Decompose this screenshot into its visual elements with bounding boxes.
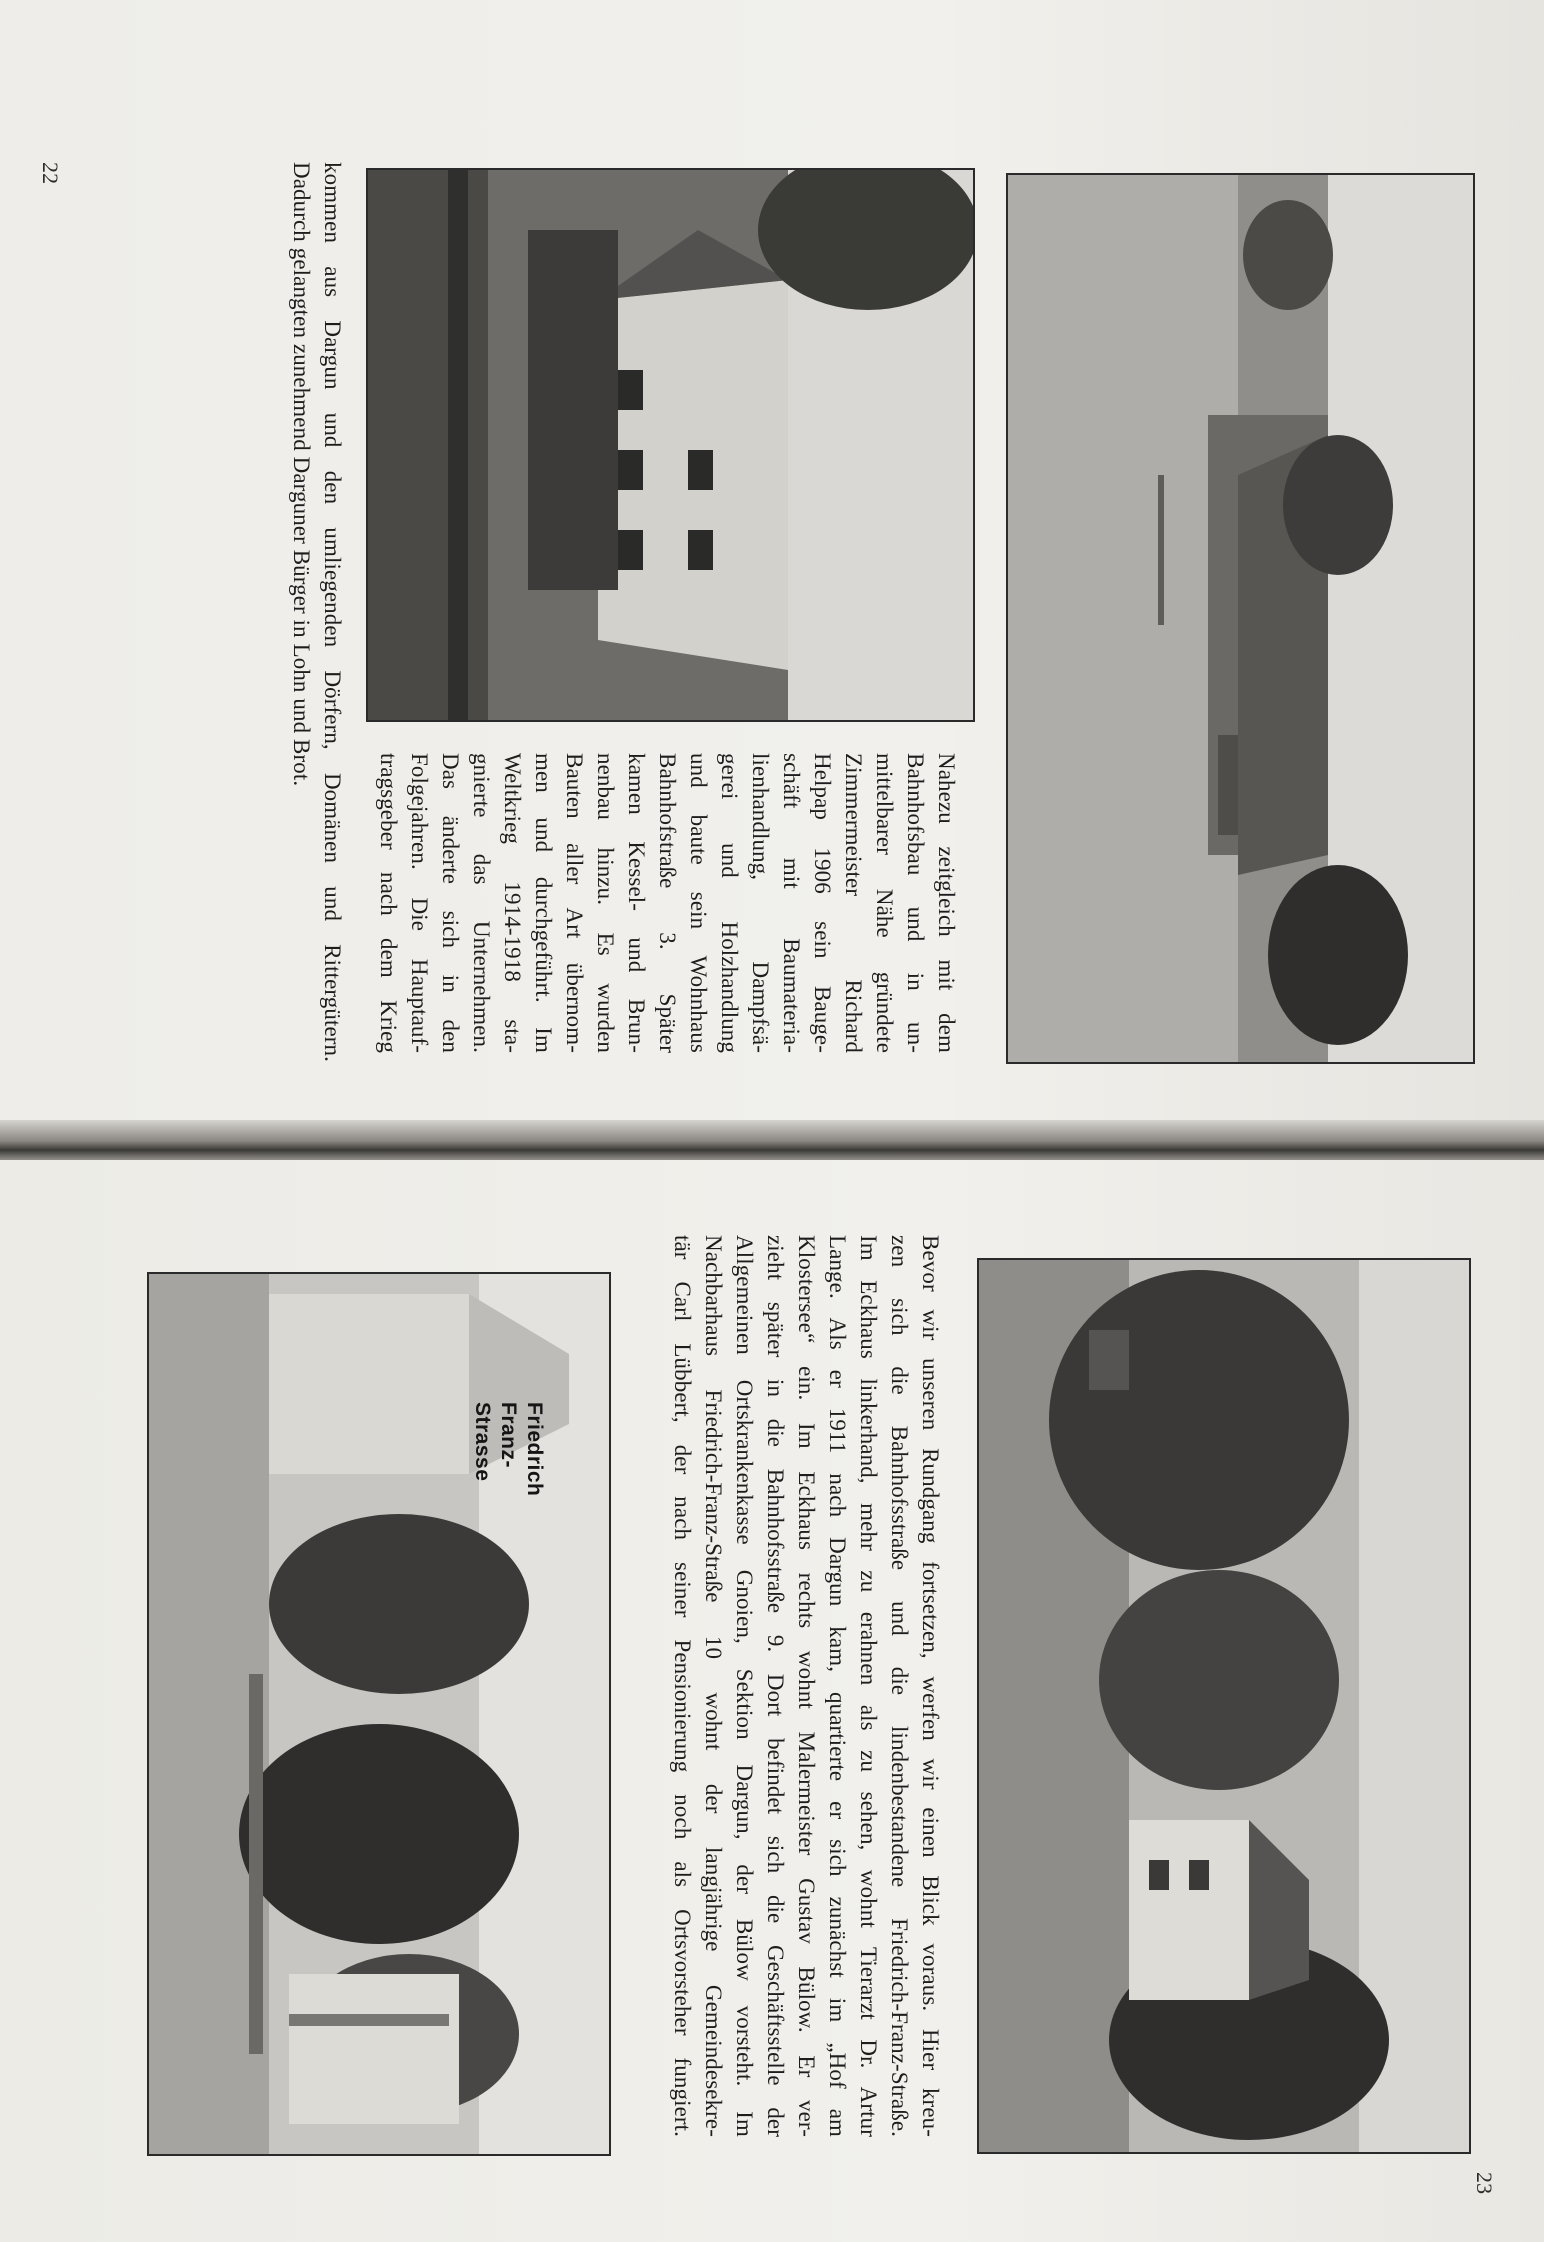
text-line: mittelbarer Nähe gründete	[872, 753, 897, 1053]
text-line: gnierte das Unternehmen.	[469, 753, 494, 1053]
house-photo-image	[368, 170, 973, 720]
page-number-left: 22	[38, 162, 63, 185]
text-line: Helpap 1906 sein Bauge-	[810, 753, 835, 1053]
text-line: Bahnhofstraße 3. Später	[655, 753, 680, 1053]
text-line: lienhandlung, Dampfsä-	[748, 753, 773, 1053]
text-line: tär Carl Lübbert, der nach seiner Pensionierung noch als Ortsvorsteher fungiert.	[670, 1235, 695, 2137]
text-line: kamen Kessel- und Brun-	[624, 753, 649, 1053]
photo-helpap-house	[366, 168, 975, 722]
postcard-friedrich-franz-strasse	[147, 1272, 611, 2156]
text-line: tragsgeber nach dem Krieg	[376, 753, 401, 1053]
text-line: Folgejahren. Die Hauptauf-	[407, 753, 432, 1053]
text-line: Nachbarhaus Friedrich-Franz-Straße 10 wohnt der langjährige Gemeindesekre-	[701, 1235, 726, 2137]
text-line: Zimmermeister Richard	[841, 753, 866, 1053]
text-line: Im Eckhaus linkerhand, mehr zu erahnen als zu sehen, wohnt Tierarzt Dr. Artur	[856, 1235, 881, 2137]
text-line: Weltkrieg 1914-1918 sta-	[500, 753, 525, 1053]
text-line: nenbau hinzu. Es wurden	[593, 753, 618, 1053]
text-line: Das änderte sich in den	[438, 753, 463, 1053]
left-page-closing-text	[286, 162, 348, 1062]
text-line: zen sich die Bahnhofsstraße und die lindenbestandene Friedrich-Franz-Straße.	[887, 1235, 912, 2137]
text-line: Allgemeinen Ortskrankenkasse Gnoien, Sektion Dargun, der Bülow vorsteht. Im	[732, 1235, 757, 2137]
text-line: men und durchgeführt. Im	[531, 753, 556, 1053]
postcard-caption: Friedrich Franz-Strasse	[471, 1402, 546, 1497]
street-photo-image	[979, 1260, 1469, 2152]
sawmill-photo-image	[1008, 175, 1473, 1062]
text-line: Nahezu zeitgleich mit dem	[934, 753, 959, 1053]
text-line: Bauten aller Art übernom-	[562, 753, 587, 1053]
left-page-text-column	[373, 753, 962, 1053]
text-line: zieht später in die Bahnhofsstraße 9. Dort befindet sich die Geschäftsstelle der	[763, 1235, 788, 2137]
right-page-paragraph	[667, 1235, 946, 2137]
text-line: Bahnhofsbau und in un-	[903, 753, 928, 1053]
text-line: Lange. Als er 1911 nach Dargun kam, quartierte er sich zunächst im „Hof am	[825, 1235, 850, 2137]
text-line: schäft mit Baumateria-	[779, 753, 804, 1053]
page-number-right: 23	[1472, 2172, 1497, 2195]
photo-sawmill-yard	[1006, 173, 1475, 1064]
text-line: kommen aus Dargun und den umliegenden Dörfern, Domänen und Rittergütern.	[320, 162, 345, 1062]
text-line: Dadurch gelangten zunehmend Darguner Bürger in Lohn und Brot.	[289, 162, 314, 787]
text-line: Bevor wir unseren Rundgang fortsetzen, werfen wir einen Blick voraus. Hier kreu-	[918, 1235, 943, 2137]
text-line: gerei und Holzhandlung	[717, 753, 742, 1053]
text-line: und baute sein Wohnhaus	[686, 753, 711, 1053]
text-line: Klostersee“ ein. Im Eckhaus rechts wohnt Malermeister Gustav Bülow. Er ver-	[794, 1235, 819, 2137]
right-page	[0, 1160, 1544, 2242]
photo-street-corner	[977, 1258, 1471, 2154]
